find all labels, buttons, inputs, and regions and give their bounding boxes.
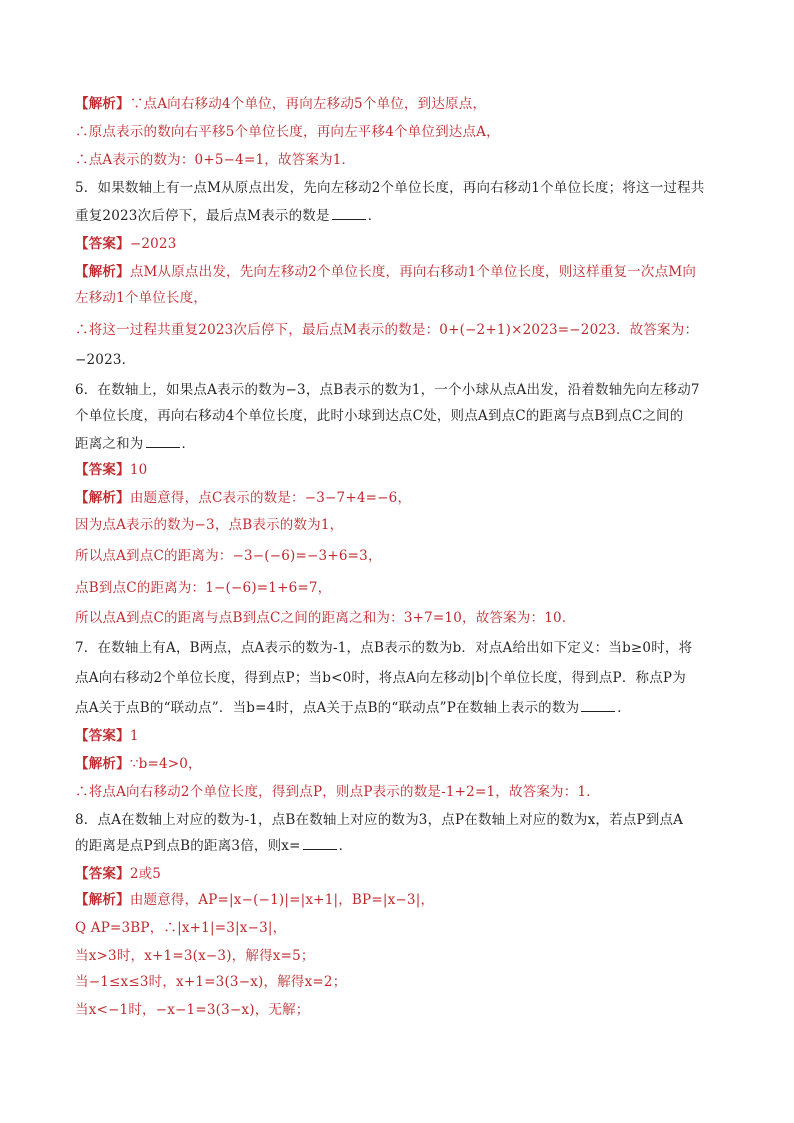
text-line <box>75 320 725 340</box>
line-text: 的距离是点P到点B的距离3倍，则x= <box>75 838 301 854</box>
line-text: −2023． <box>75 352 136 368</box>
text-line <box>75 262 725 282</box>
line-text: 距离之和为 <box>75 436 144 452</box>
text-line <box>75 782 725 802</box>
line-text: 点M从原点出发，先向左移动2个单位长度，再向右移动1个单位长度，则这样重复一次点M向 <box>129 264 697 280</box>
line-text: ∴将点A向右移动2个单位长度，得到点P，则点P表示的数是-1+2=1，故答案为：1． <box>75 784 600 800</box>
line-text: 所以点A到点C的距离为：−3−(−6)=−3+6=3， <box>75 548 382 564</box>
line-text: ∵b=4>0， <box>129 756 202 772</box>
text-line <box>75 150 725 170</box>
section-tag: 【答案】 <box>75 866 130 882</box>
line-text: 因为点A表示的数为−3，点B表示的数为1， <box>75 517 344 533</box>
section-tag: 【解析】 <box>75 892 130 908</box>
text-line <box>75 946 725 966</box>
line-punct: ． <box>338 838 353 854</box>
text-line <box>75 178 725 198</box>
section-tag: 【解析】 <box>75 756 130 772</box>
text-line <box>75 698 725 718</box>
line-text: 当−1≤x≤3时，x+1=3(3−x)，解得x=2； <box>75 974 347 990</box>
line-punct: ． <box>617 700 631 716</box>
text-line <box>75 918 725 938</box>
section-tag: 【解析】 <box>75 490 130 506</box>
section-tag: 【解析】 <box>75 264 130 280</box>
line-text: 由题意得，AP=|x−(−1)|=|x+1|，BP=|x−3|， <box>129 892 435 908</box>
text-line <box>75 515 725 535</box>
text-line <box>75 668 725 688</box>
text-line <box>75 94 725 114</box>
line-text: 2或5 <box>129 866 162 882</box>
line-text: 左移动1个单位长度， <box>75 290 208 306</box>
line-text: 1 <box>129 728 139 744</box>
line-text: 当x>3时，x+1=3(x−3)，解得x=5； <box>75 948 315 964</box>
text-line <box>75 836 725 856</box>
line-text: 点B到点C的距离为：1−(−6)=1+6=7， <box>75 580 332 596</box>
answer-blank[interactable] <box>146 435 180 448</box>
line-punct: ． <box>367 208 382 224</box>
text-line <box>75 726 725 746</box>
text-line <box>75 434 725 454</box>
text-line <box>75 754 725 774</box>
text-line <box>75 546 725 566</box>
line-text: 由题意得，点C表示的数是：−3−7+4=−6， <box>129 490 412 506</box>
answer-blank[interactable] <box>303 837 337 850</box>
section-tag: 【答案】 <box>75 462 130 478</box>
text-line <box>75 972 725 992</box>
line-text: 重复2023次后停下，最后点M表示的数是 <box>75 208 330 224</box>
line-text: −2023 <box>129 236 177 252</box>
line-text: 7．在数轴上有A，B两点，点A表示的数为-1，点B表示的数为b．对点A给出如下定义：当b≥0时，将 <box>75 640 693 656</box>
text-line <box>75 578 725 598</box>
line-text: 所以点A到点C的距离与点B到点C之间的距离之和为：3+7=10，故答案为：10． <box>75 610 576 626</box>
line-text: ∴将这一过程共重复2023次后停下，最后点M表示的数是：0+(−2+1)×2023=−2023．故答案为： <box>75 322 699 338</box>
text-line <box>75 1000 725 1020</box>
text-line <box>75 810 725 830</box>
line-text: 6．在数轴上，如果点A表示的数为−3，点B表示的数为1，一个小球从点A出发，沿着数轴先向左移动7 <box>75 382 700 398</box>
text-line <box>75 890 725 910</box>
text-line <box>75 864 725 884</box>
text-line <box>75 350 725 370</box>
line-text: Q AP=3BP，∴|x+1|=3|x−3|， <box>75 920 287 936</box>
line-text: ∵点A向右移动4个单位，再向左移动5个单位，到达原点， <box>129 96 487 112</box>
line-text: ∴原点表示的数向右平移5个单位长度，再向左平移4个单位到达点A， <box>75 124 500 140</box>
line-text: 当x<−1时，−x−1=3(3−x)，无解； <box>75 1002 310 1018</box>
answer-blank[interactable] <box>581 699 615 712</box>
text-line <box>75 234 725 254</box>
line-text: 个单位长度，再向右移动4个单位长度，此时小球到达点C处，则点A到点C的距离与点B到点C之间的 <box>75 408 684 424</box>
line-text: 5．如果数轴上有一点M从原点出发，先向左移动2个单位长度，再向右移动1个单位长度；将这一过程共 <box>75 180 705 196</box>
line-text: 10 <box>129 462 148 478</box>
text-line <box>75 380 725 400</box>
text-line <box>75 488 725 508</box>
answer-blank[interactable] <box>332 207 366 220</box>
text-line <box>75 608 725 628</box>
text-line <box>75 122 725 142</box>
text-line <box>75 288 725 308</box>
text-line <box>75 638 725 658</box>
section-tag: 【答案】 <box>75 236 130 252</box>
text-line <box>75 460 725 480</box>
line-text: 点A向右移动2个单位长度，得到点P；当b<0时，将点A向左移动|b|个单位长度，得到点P．称点P为 <box>75 670 686 686</box>
line-text: 点A关于点B的“联动点”．当b=4时，点A关于点B的“联动点”P在数轴上表示的数为 <box>75 700 580 716</box>
line-text: 8．点A在数轴上对应的数为-1，点B在数轴上对应的数为3，点P在数轴上对应的数为x，若点P到点A <box>75 812 684 828</box>
line-punct: ． <box>181 436 196 452</box>
text-line <box>75 206 725 226</box>
section-tag: 【答案】 <box>75 728 130 744</box>
section-tag: 【解析】 <box>75 96 130 112</box>
line-text: ∴点A表示的数为：0+5−4=1，故答案为1． <box>75 152 356 168</box>
text-line <box>75 406 725 426</box>
